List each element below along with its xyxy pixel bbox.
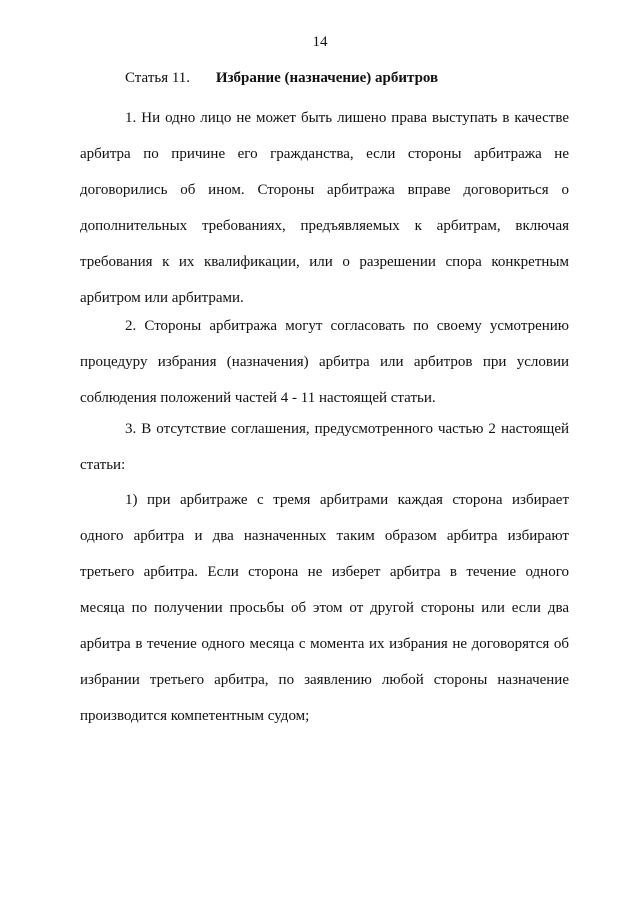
paragraph-line: соблюдения положений частей 4 - 11 настоящей статьи. (80, 390, 436, 406)
paragraph-line: 3. В отсутствие соглашения, предусмотренного частью 2 настоящей (125, 421, 569, 437)
article-title: Избрание (назначение) арбитров (215, 70, 439, 86)
page-number: 14 (312, 34, 328, 50)
article-heading (125, 66, 438, 90)
paragraph-line: 1) при арбитраже с тремя арбитрами каждая сторона избирает (125, 492, 569, 508)
paragraph-2 (80, 308, 569, 416)
paragraph-1 (80, 100, 569, 316)
paragraph-line: производится компетентным судом; (80, 708, 310, 724)
paragraph-line: месяца по получении просьбы об этом от другой стороны или если два (80, 600, 569, 616)
paragraph-line: дополнительных требованиях, предъявляемых к арбитрам, включая (80, 218, 569, 234)
paragraph-line: требования к их квалификации, или о разрешении спора конкретным (80, 254, 569, 270)
paragraph-line: договорились об ином. Стороны арбитража вправе договориться о (80, 182, 569, 198)
paragraph-line: арбитром или арбитрами. (80, 290, 244, 306)
paragraph-line: третьего арбитра. Если сторона не изберет арбитра в течение одного (80, 564, 569, 580)
paragraph-line: 1. Ни одно лицо не может быть лишено права выступать в качестве (125, 110, 569, 126)
paragraph-line: одного арбитра и два назначенных таким образом арбитра избирают (80, 528, 569, 544)
paragraph-line: процедуру избрания (назначения) арбитра или арбитров при условии (80, 354, 569, 370)
paragraph-line: статьи: (80, 457, 126, 473)
paragraph-line: арбитра в течение одного месяца с момента их избрания не договорятся об (80, 636, 569, 652)
paragraph-line: 2. Стороны арбитража могут согласовать по своему усмотрению (125, 318, 569, 334)
paragraph-item-1 (80, 482, 569, 734)
paragraph-line: арбитра по причине его гражданства, если стороны арбитража не (80, 146, 569, 162)
article-label: Статья 11. (125, 70, 191, 86)
paragraph-line: избрании третьего арбитра, по заявлению любой стороны назначение (80, 672, 569, 688)
paragraph-3 (80, 411, 569, 483)
